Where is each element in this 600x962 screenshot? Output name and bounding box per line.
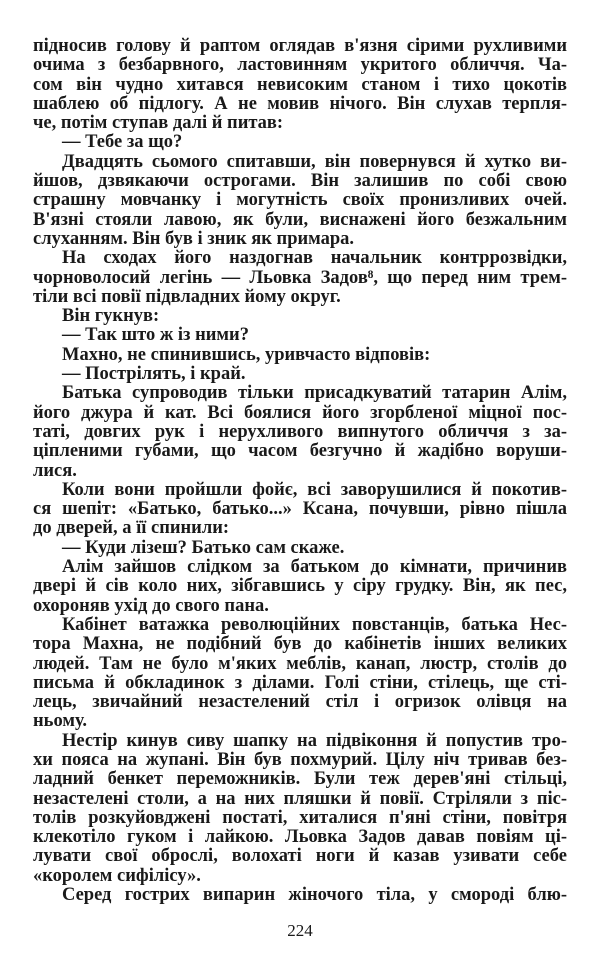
- text-line: до дверей, а її спинили:: [33, 518, 230, 539]
- text-line: че, потім ступав далі й питав:: [33, 113, 284, 134]
- text-line: В'язні стояли лавою, як були, виснажені його безжальним: [33, 209, 567, 230]
- text-line: — Пострілять, і край.: [62, 364, 246, 385]
- text-line: сом він чудно хитався невисоким станом і тихо цокотів: [33, 74, 567, 95]
- text-line: людей. Там не було м'яких меблів, канап, люстр, столів до: [33, 653, 567, 674]
- text-line: ся шепіт: «Батько, батько...» Ксана, почувши, рівно пішла: [33, 499, 567, 520]
- text-line: хи пояса на жупані. Він був похмурий. Цілу ніч тривав без-: [33, 749, 567, 770]
- text-line: йшов, дзвякаючи острогами. Він залишив по собі свою: [33, 171, 567, 192]
- text-line: слуханням. Він був і зник як примара.: [33, 228, 355, 249]
- text-line: страшну мовчанку і могутність своїх пронизливих очей.: [33, 190, 567, 211]
- text-line: Коли вони пройшли фойє, всі заворушилися й покотив-: [62, 479, 567, 500]
- text-line: підносив голову й раптом оглядав в'язня сірими рухливими: [33, 36, 567, 56]
- text-line: чорноволосий легінь — Льовка Задов⁸, що перед ним трем-: [33, 267, 567, 288]
- text-line: Батька супроводив тільки присадкуватий татарин Алім,: [62, 383, 567, 404]
- text-line: ціпленими губами, що часом безгучно й жадібно воруши-: [33, 441, 567, 462]
- text-line: клекотіло гуком і лайкою. Льовка Задов давав повіям ці-: [33, 827, 567, 848]
- text-line: таті, довгих рук і нерухливого випнутого обличчя з за-: [33, 421, 567, 442]
- text-line: — Тебе за що?: [62, 132, 183, 153]
- text-line: тора Махна, не подібний був до кабінетів інших великих: [33, 634, 567, 655]
- text-line: очима з безбарвного, ластовинням укритого обличчя. Ча-: [33, 55, 567, 76]
- text-line: толів розкуйовджені постаті, хиталися п'яні стіни, повітря: [33, 807, 567, 828]
- text-line: ньому.: [33, 711, 87, 732]
- text-line: Нестір кинув сиву шапку на підвіконня й попустив тро-: [62, 730, 567, 751]
- text-line: його джура й кат. Всі боялися його згорбленої міцної пос-: [33, 402, 567, 423]
- text-line: — Куди лізеш? Батько сам скаже.: [62, 537, 345, 558]
- page-body-text: [33, 37, 567, 905]
- text-line: — Так што ж із ними?: [62, 325, 249, 346]
- text-line: На сходах його наздогнав начальник контррозвідки,: [62, 248, 567, 269]
- text-line: Він гукнув:: [62, 306, 160, 327]
- text-line: незастелені столи, а на них пляшки й повії. Стріляли з піс-: [33, 788, 567, 809]
- text-line: Кабінет ватажка революційних повстанців, батька Нес-: [62, 614, 567, 635]
- text-line: Махно, не спинившись, уривчасто відповів:: [62, 344, 431, 365]
- text-line: двері й сів коло них, зібгавшись у сіру грудку. Він, як пес,: [33, 576, 567, 597]
- text-line: письма й обкладинок з ділами. Голі стіни, стілець, ще сті-: [33, 672, 567, 693]
- text-line: лися.: [33, 460, 77, 481]
- text-line: лувати свої оброслі, волохаті ноги й казав узивати себе: [33, 846, 567, 867]
- page-number: 224: [287, 921, 313, 940]
- text-line: ладний бенкет переможників. Були теж дерев'яні стільці,: [33, 769, 567, 790]
- text-line: Серед гострих випарин жіночого тіла, у смороді блю-: [62, 885, 567, 906]
- text-line: «королем сифілісу».: [33, 865, 201, 886]
- text-line: Алім зайшов слідком за батьком до кімнати, причинив: [62, 557, 567, 578]
- text-line: тіли всі повії підвладних йому округ.: [33, 286, 341, 307]
- text-line: Двадцять сьомого спитавши, він повернувся й хутко ви-: [62, 151, 567, 172]
- text-line: лець, звичайний незастелений стіл і огризок олівця на: [33, 692, 567, 713]
- text-line: шаблею об підлогу. А не мовив нічого. Він слухав терпля-: [33, 93, 567, 114]
- text-line: охороняв ухід до свого пана.: [33, 595, 269, 616]
